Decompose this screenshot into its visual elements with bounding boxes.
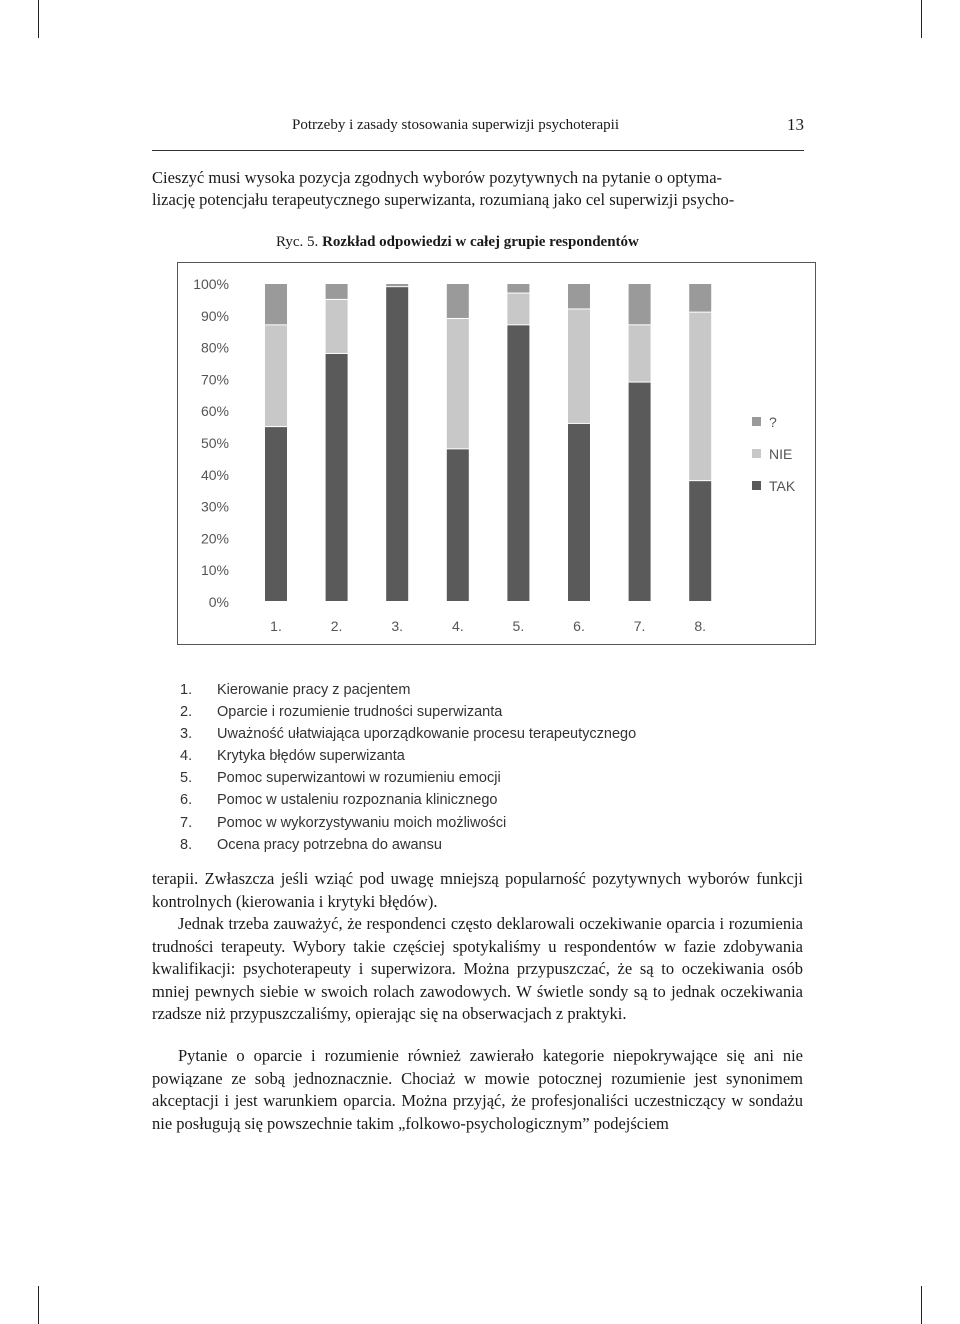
x-tick-label: 6.: [573, 618, 585, 634]
bar-segment-unknown-7: [629, 284, 651, 324]
bar-segment-tak-4: [447, 449, 469, 601]
list-item: 3. Uważność ułatwiająca uporządkowanie procesu terapeutycznego: [180, 726, 637, 743]
figure-caption: [276, 234, 639, 251]
y-tick-label: 10%: [200, 562, 229, 579]
legend-label: TAK: [769, 478, 796, 494]
list-item: 8. Ocena pracy potrzebna do awansu: [180, 836, 442, 853]
list-item: 1. Kierowanie pracy z pacjentem: [180, 682, 411, 698]
bar-segment-nie-8: [689, 313, 711, 481]
x-tick-label: 7.: [633, 618, 646, 634]
running-header: Potrzeby i zasady stosowania superwizji psychoterapii: [292, 117, 619, 133]
body-paragraph: terapii. Zwłaszcza jeśli wziąć pod uwagę mniejszą popularność pozytywnych wyborów funkcji kontrolnych (kierowania i krytyki błędów).: [152, 869, 803, 911]
bar-segment-unknown-5: [507, 284, 529, 293]
legend-swatch: [752, 449, 761, 458]
crop-mark: [921, 1286, 922, 1324]
y-tick-label: 40%: [200, 466, 229, 483]
legend-label: NIE: [769, 446, 793, 462]
intro-line: lizację potencjału terapeutycznego superwizanta, rozumianą jako cel superwizji psycho-: [152, 190, 735, 209]
legend-swatch: [752, 481, 761, 490]
intro-line: Cieszyć musi wysoka pozycja zgodnych wyborów pozytywnych na pytanie o optyma-: [152, 168, 723, 187]
bar-segment-nie-6: [568, 309, 590, 422]
bar-segment-tak-3: [386, 287, 408, 601]
bar-segment-unknown-8: [689, 284, 711, 312]
crop-mark: [38, 1286, 39, 1324]
page-number: 13: [787, 115, 804, 134]
figure-title: Rozkład odpowiedzi w całej grupie respondentów: [322, 234, 639, 250]
bar-segment-unknown-1: [265, 284, 287, 324]
y-tick-label: 70%: [200, 371, 229, 388]
list-item: 5. Pomoc superwizantowi w rozumieniu emocji: [180, 770, 501, 787]
body-paragraph: Jednak trzeba zauważyć, że respondenci często deklarowali oczekiwanie oparcia i rozumienia trudności terapeuty. Wybory takie częściej spotykaliśmy u respondentów w fazie zdobywania kwalifikacji: psychoterapeuty i superwizora. Można przypuszczać, że są to oczekiwania osób mniej pewnych siebie w swoich rolach zawodowych. W świetle sondy są to jednak oczekiwania rzadsze niż przypuszczaliśmy, opierając się na obserwacjach z praktyki.: [152, 914, 803, 1023]
crop-mark: [38, 0, 39, 38]
list-item: 2. Oparcie i rozumienie trudności superwizanta: [180, 704, 503, 721]
legend-label: ?: [769, 414, 777, 430]
bar-segment-tak-7: [629, 383, 651, 601]
y-tick-label: 60%: [200, 403, 229, 420]
bar-segment-nie-1: [265, 325, 287, 426]
x-tick-label: 8.: [694, 618, 707, 634]
chart-svg: [178, 263, 814, 643]
list-item: 6. Pomoc w ustaleniu rozpoznania klinicznego: [180, 792, 498, 809]
bar-segment-tak-8: [689, 481, 711, 601]
header-rule: [152, 150, 804, 151]
bar-segment-nie-5: [507, 294, 529, 325]
category-list: [180, 679, 636, 856]
bar-segment-unknown-2: [326, 284, 348, 299]
bar-segment-nie-7: [629, 325, 651, 381]
crop-mark: [921, 0, 922, 38]
x-tick-label: 1.: [270, 618, 282, 634]
y-tick-label: 50%: [200, 435, 229, 451]
y-tick-label: 90%: [200, 307, 229, 324]
y-tick-label: 30%: [200, 498, 229, 515]
body-paragraph: Pytanie o oparcie i rozumienie również zawierało kategorie niepokrywające się ani nie powiązane ze sobą jednoznacznie. Chociaż w mowie potocznej rozumienie jest synonimem akceptacji i jest warunkiem oparcia. Można przyjąć, że profesjonaliści uczestniczący w sondażu nie posługują się powszechnie takim „folkowo-psychologicznym” podejściem: [152, 1046, 803, 1133]
bar-segment-unknown-3: [386, 284, 408, 286]
bar-segment-nie-4: [447, 319, 469, 448]
bar-segment-tak-2: [326, 354, 348, 601]
x-tick-label: 4.: [451, 618, 464, 634]
bar-segment-nie-2: [326, 300, 348, 353]
bar-segment-tak-6: [568, 424, 590, 601]
y-tick-label: 100%: [193, 276, 229, 292]
x-tick-label: 2.: [330, 618, 343, 634]
y-tick-label: 80%: [200, 339, 229, 356]
list-item: 7. Pomoc w wykorzystywaniu moich możliwości: [180, 814, 507, 831]
stacked-bar-chart: [177, 262, 816, 645]
x-tick-label: 3.: [391, 618, 404, 634]
figure-label: Ryc. 5.: [276, 234, 319, 250]
y-tick-label: 0%: [208, 594, 229, 610]
x-tick-label: 5.: [512, 618, 525, 634]
bar-segment-unknown-6: [568, 284, 590, 308]
list-item: 4. Krytyka błędów superwizanta: [180, 748, 405, 765]
bar-segment-tak-1: [265, 427, 287, 601]
legend-swatch: [752, 417, 761, 426]
bar-segment-unknown-4: [447, 284, 469, 318]
bar-segment-tak-5: [507, 325, 529, 601]
y-tick-label: 20%: [200, 530, 229, 547]
